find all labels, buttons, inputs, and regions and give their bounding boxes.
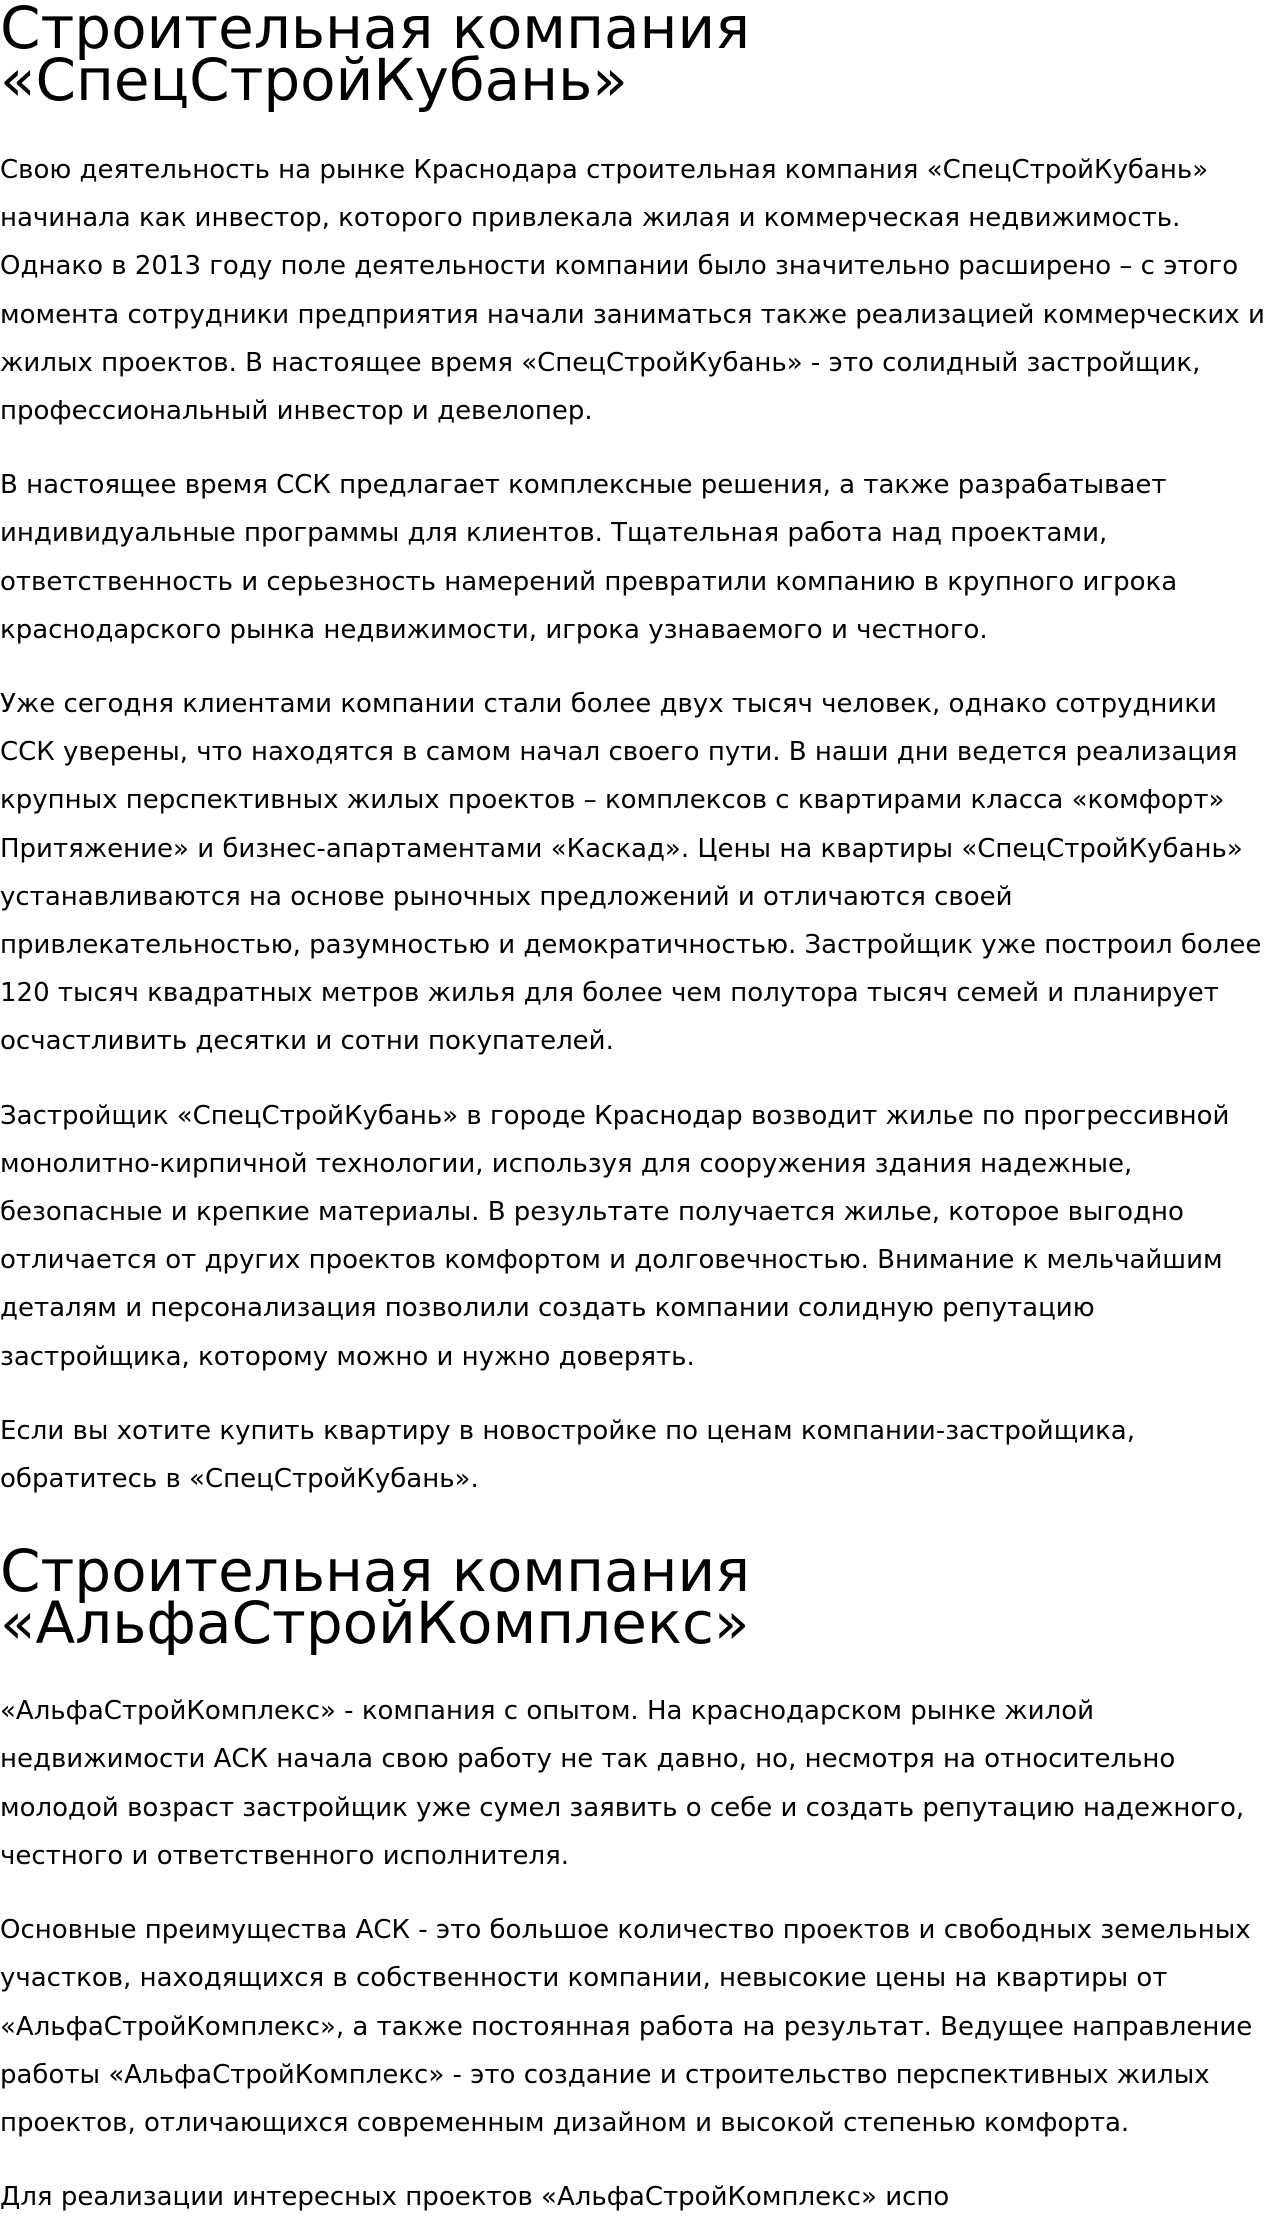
text-line: начинала как инвестор, которого привлекала жилая и коммерческая недвижимость. <box>0 203 1181 234</box>
text-line: Притяжение» и бизнес-апартаментами «Каскад». Цены на квартиры «СпецСтройКубань» <box>0 833 1243 864</box>
text-line: Застройщик «СпецСтройКубань» в городе Краснодар возводит жилье по прогрессивной <box>0 1100 1230 1131</box>
text-line: проектов, отличающихся современным дизайном и высокой степенью комфорта. <box>0 2107 1130 2138</box>
title-line: «СпецСтройКубань» <box>0 46 628 114</box>
text-line: недвижимости АСК начала свою работу не так давно, но, несмотря на относительно <box>0 1744 1176 1775</box>
text-line: устанавливаются на основе рыночных предложений и отличаются своей <box>0 881 1013 912</box>
text-line: «АльфаСтройКомплекс», а также постоянная работа на результат. Ведущее направление <box>0 2011 1253 2042</box>
text-line: краснодарского рынка недвижимости, игрока узнаваемого и честного. <box>0 614 988 645</box>
text-line: Свою деятельность на рынке Краснодара строительная компания «СпецСтройКубань» <box>0 155 1209 185</box>
text-line: работы «АльфаСтройКомплекс» - это создание и строительство перспективных жилых <box>0 2059 1210 2090</box>
text-line: деталям и персонализация позволили создать компании солидную репутацию <box>0 1293 1095 1324</box>
paragraph <box>0 1092 1270 1381</box>
text-line: застройщика, которому можно и нужно доверять. <box>0 1341 695 1372</box>
paragraph <box>0 461 1270 654</box>
text-line: честного и ответственного исполнителя. <box>0 1840 569 1871</box>
text-line: Для реализации интересных проектов «АльфаСтройКомплекс» испо <box>0 2182 950 2213</box>
text-line: ССК уверены, что находятся в самом начал своего пути. В наши дни ведется реализация <box>0 737 1238 768</box>
text-line: жилых проектов. В настоящее время «СпецСтройКубань» - это солидный застройщик, <box>0 347 1201 378</box>
title-line: Строительная компания <box>0 1537 751 1606</box>
text-line: участков, находящихся в собственности компании, невысокие цены на квартиры от <box>0 1963 1168 1994</box>
section-title-alfastroykompleks <box>0 1537 1270 1658</box>
paragraph <box>0 1687 1270 1880</box>
text-line: монолитно-кирпичной технологии, используя для сооружения здания надежные, <box>0 1148 1133 1179</box>
text-line: профессиональный инвестор и девелопер. <box>0 396 593 427</box>
paragraph <box>0 1906 1270 2147</box>
text-line: обратитесь в «СпецСтройКубань». <box>0 1464 479 1495</box>
text-line: момента сотрудники предприятия начали заниматься также реализацией коммерческих и <box>0 299 1265 330</box>
text-line: отличается от других проектов комфортом и долговечностью. Внимание к мельчайшим <box>0 1245 1223 1276</box>
section-title-specstroykuban <box>0 0 1270 114</box>
text-line: индивидуальные программы для клиентов. Тщательная работа над проектами, <box>0 518 1108 549</box>
paragraph <box>0 2173 1270 2221</box>
text-line: осчастливить десятки и сотни покупателей. <box>0 1026 614 1057</box>
text-line: Уже сегодня клиентами компании стали более двух тысяч человек, однако сотрудники <box>0 689 1217 720</box>
paragraph <box>0 1407 1270 1503</box>
text-line: молодой возраст застройщик уже сумел заявить о себе и создать репутацию надежного, <box>0 1792 1245 1823</box>
title-line: «АльфаСтройКомплекс» <box>0 1589 750 1658</box>
text-line: безопасные и крепкие материалы. В результате получается жилье, которое выгодно <box>0 1197 1184 1228</box>
text-line: В настоящее время ССК предлагает комплексные решения, а также разрабатывает <box>0 470 1167 501</box>
text-line: крупных перспективных жилых проектов – комплексов с квартирами класса «комфорт» <box>0 785 1225 816</box>
title-line: Строительная компания <box>0 0 751 62</box>
text-line: Если вы хотите купить квартиру в новостройке по ценам компании-застройщика, <box>0 1415 1135 1446</box>
paragraph <box>0 680 1270 1066</box>
text-line: привлекательностью, разумностью и демократичностью. Застройщик уже построил более <box>0 930 1262 961</box>
text-line: Основные преимущества АСК - это большое количество проектов и свободных земельных <box>0 1915 1251 1946</box>
text-line: ответственность и серьезность намерений превратили компанию в крупного игрока <box>0 566 1178 597</box>
text-line: 120 тысяч квадратных метров жилья для более чем полутора тысяч семей и планирует <box>0 978 1219 1009</box>
text-line: «АльфаСтройКомплекс» - компания с опытом. На краснодарском рынке жилой <box>0 1696 1094 1727</box>
text-line: Однако в 2013 году поле деятельности компании было значительно расширено – с этого <box>0 251 1239 282</box>
paragraph <box>0 146 1270 435</box>
